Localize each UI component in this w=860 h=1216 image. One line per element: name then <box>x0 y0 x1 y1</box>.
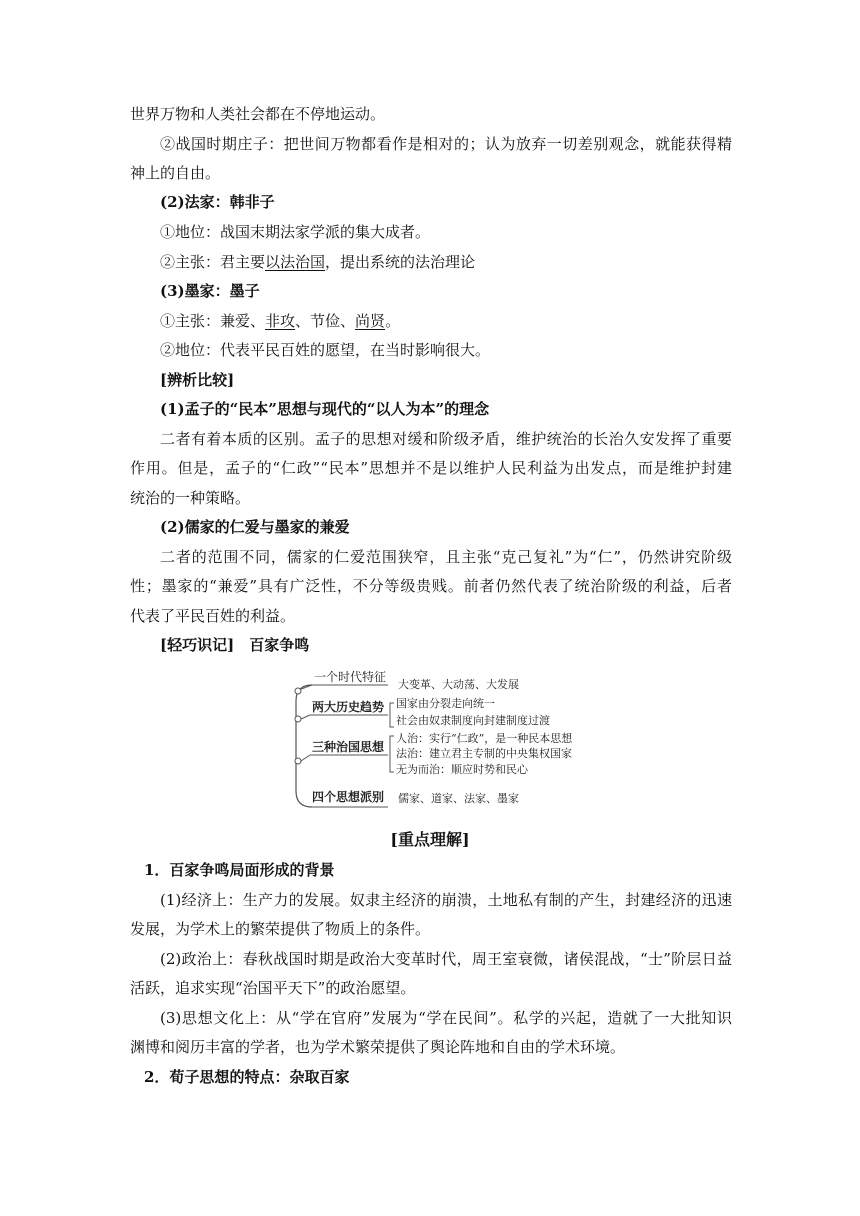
paragraph-line: 世界万物和人类社会都在不停地运动。 <box>130 105 386 123</box>
section-heading: (3)墨家：墨子 <box>160 282 260 300</box>
text-span: 。 <box>385 312 401 330</box>
text-span: ②主张：君主要 <box>160 253 266 271</box>
branch-label: 四个思想派别 <box>312 790 385 804</box>
section-heading: (1)孟子的“民本”思想与现代的“以人为本”的理念 <box>160 400 490 418</box>
branch-label: 一个时代特征 <box>314 670 387 684</box>
branch-node-2 <box>295 696 550 727</box>
branch-detail: 无为而治：顺应时势和民心 <box>396 763 528 776</box>
paragraph-line: 性；墨家的“兼爱”具有广泛性，不分等级贵贱。前者仍然代表了统治阶级的利益，后者 <box>130 577 732 595</box>
paragraph-line: ②地位：代表平民百姓的愿望，在当时影响很大。 <box>160 341 491 359</box>
branch-detail: 法治：建立君主专制的中央集权国家 <box>396 747 572 760</box>
branch-detail: 国家由分裂走向统一 <box>396 697 495 710</box>
paragraph-line <box>160 252 475 272</box>
text-span: 、节俭、 <box>295 312 356 330</box>
branch-label: 三种治国思想 <box>312 740 385 754</box>
spine-line <box>296 685 312 807</box>
paragraph-line: ②战国时期庄子：把世间万物都看作是相对的；认为放弃一切差别观念，就能获得精 <box>160 135 732 153</box>
paragraph-line: 二者有着本质的区别。孟子的思想对缓和阶级矛盾，维护统治的长治久安发挥了重要 <box>160 430 732 448</box>
paragraph-line: 统治的一种策略。 <box>130 489 251 507</box>
paragraph-line: 二者的范围不同，儒家的仁爱范围狭窄，且主张“克己复礼”为“仁”，仍然讲究阶级 <box>160 548 732 566</box>
branch-label: 两大历史趋势 <box>312 700 385 714</box>
branch-detail: 大变革、大动荡、大发展 <box>398 678 519 691</box>
paragraph-line: (1)经济上：生产力的发展。奴隶主经济的崩溃，土地私有制的产生，封建经济的迅速 <box>160 891 732 909</box>
paragraph-line: 代表了平民百姓的利益。 <box>130 607 296 625</box>
section-heading: 1．百家争鸣局面形成的背景 <box>144 861 335 879</box>
underlined-key-term: 尚贤 <box>355 312 386 330</box>
paragraph-line: 渊博和阅历丰富的学者，也为学术繁荣提供了舆论阵地和自由的学术环境。 <box>130 1038 626 1056</box>
section-heading: (2)儒家的仁爱与墨家的兼爱 <box>160 518 350 536</box>
underlined-key-term: 以法治国 <box>265 253 326 271</box>
paragraph-line: 活跃，追求实现“治国平天下”的政治愿望。 <box>130 979 416 997</box>
branch-detail: 儒家、道家、法家、墨家 <box>398 792 519 805</box>
underlined-key-term: 非攻 <box>265 312 296 330</box>
text-span: ①主张：兼爱、 <box>160 312 266 330</box>
paragraph-line: 神上的自由。 <box>130 164 221 182</box>
branch-detail: 社会由奴隶制度向封建制度过渡 <box>396 714 550 727</box>
section-heading: (2)法家：韩非子 <box>160 193 275 211</box>
paragraph-line: 发展，为学术上的繁荣提供了物质上的条件。 <box>130 920 431 938</box>
paragraph-line <box>160 311 400 331</box>
section-heading: [轻巧识记] 百家争鸣 <box>160 636 310 654</box>
branch-node-3 <box>295 731 573 776</box>
paragraph-line: ①地位：战国末期法家学派的集大成者。 <box>160 223 431 241</box>
branch-node-4 <box>312 789 519 807</box>
text-span: ，提出系统的法治理论 <box>325 253 476 271</box>
paragraph-line: 作用。但是，孟子的“仁政”“民本”思想并不是以维护人民利益为出发点，而是维护封建 <box>130 459 732 477</box>
section-heading: [辨析比较] <box>160 371 235 389</box>
paragraph-line: (2)政治上：春秋战国时期是政治大变革时代，周王室衰微，诸侯混战，“士”阶层日益 <box>160 950 732 968</box>
mind-map-diagram <box>290 665 620 825</box>
section-title: [重点理解] <box>390 830 470 849</box>
paragraph-line: (3)思想文化上：从“学在官府”发展为“学在民间”。私学的兴起，造就了一大批知识 <box>160 1009 732 1027</box>
branch-node-1 <box>295 669 519 694</box>
branch-detail: 人治：实行“仁政”，是一种民本思想 <box>396 732 573 745</box>
section-heading: 2．荀子思想的特点：杂取百家 <box>144 1068 350 1086</box>
